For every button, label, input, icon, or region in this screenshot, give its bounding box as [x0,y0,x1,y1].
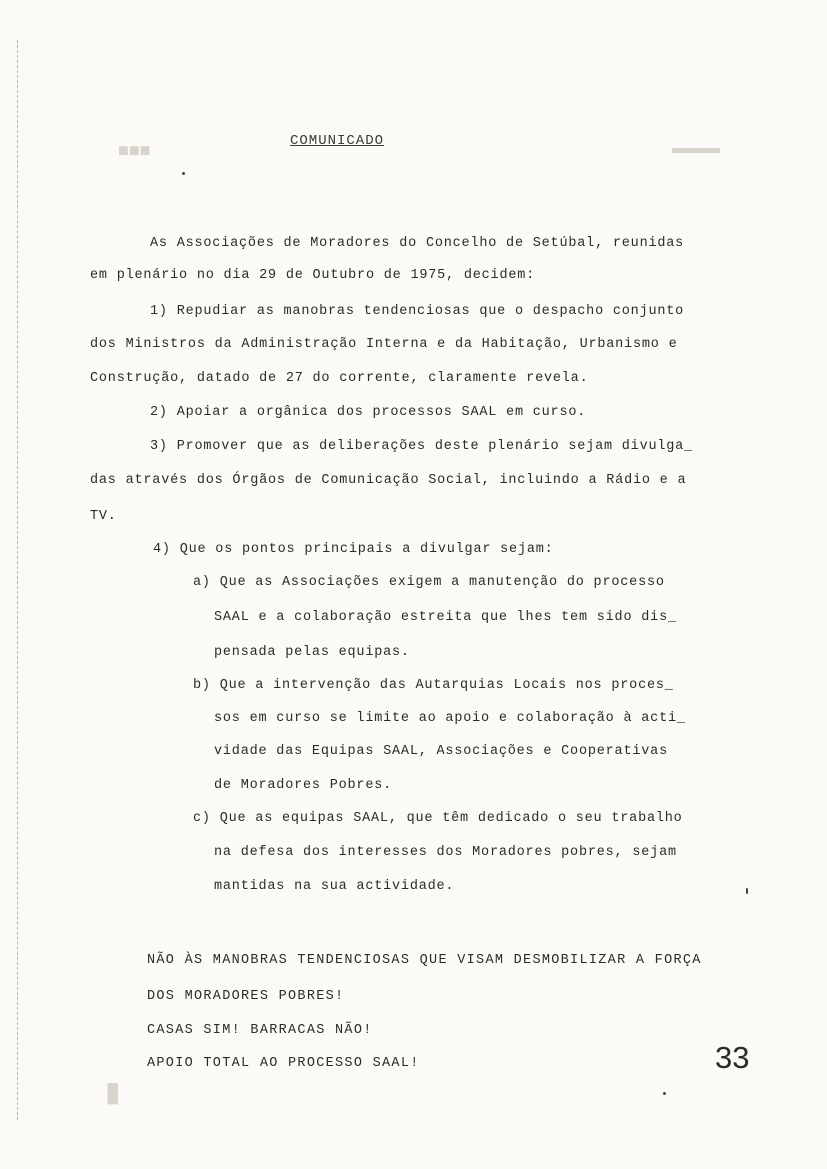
bleed-through-mark: ▬▬▬ [672,140,720,157]
item-3-line: 3) Promover que as deliberações deste plenário sejam divulga_ [150,439,693,454]
item-4a-line: pensada pelas equipas. [214,645,410,660]
left-margin-dashed-line [17,40,18,1120]
document-title: COMUNICADO [290,133,385,149]
page-number: 33 [715,1040,750,1075]
item-4b-line: b) Que a intervenção das Autarquias Locais nos proces_ [193,678,674,693]
item-2-line: 2) Apoiar a orgânica dos processos SAAL em curso. [150,405,587,420]
item-4c-line: na defesa dos interesses dos Moradores pobres, sejam [214,845,677,860]
ink-speck [663,1092,666,1095]
ink-speck [182,172,185,175]
item-1-line: dos Ministros da Administração Interna e da Habitação, Urbanismo e [90,337,678,352]
item-1-line: 1) Repudiar as manobras tendenciosas que o despacho conjunto [150,304,685,319]
item-4b-line: sos em curso se limite ao apoio e colaboração à acti_ [214,711,686,726]
item-3-line: das através dos Órgãos de Comunicação Social, incluindo a Rádio e a [90,473,687,488]
slogan-line: APOIO TOTAL AO PROCESSO SAAL! [147,1056,420,1071]
bleed-through-mark: ▮ [105,1076,121,1107]
item-4-line: 4) Que os pontos principais a divulgar sejam: [153,542,554,557]
item-4a-line: SAAL e a colaboração estreita que lhes tem sido dis_ [214,610,677,625]
slogan-line: DOS MORADORES POBRES! [147,989,345,1004]
item-1-line: Construção, datado de 27 do corrente, claramente revela. [90,371,589,386]
item-3-line: TV. [90,509,117,524]
item-4b-line: vidade das Equipas SAAL, Associações e Cooperativas [214,744,668,759]
ink-speck [746,888,748,894]
item-4c-line: mantidas na sua actividade. [214,879,455,894]
item-4c-line: c) Que as equipas SAAL, que têm dedicado o seu trabalho [193,811,683,826]
slogan-line: NÃO ÀS MANOBRAS TENDENCIOSAS QUE VISAM DESMOBILIZAR A FORÇA [147,953,702,968]
item-4a-line: a) Que as Associações exigem a manutenção do processo [193,575,665,590]
intro-line: As Associações de Moradores do Concelho de Setúbal, reunidas [150,236,685,251]
intro-line: em plenário no dia 29 de Outubro de 1975, decidem: [90,268,536,283]
slogan-line: CASAS SIM! BARRACAS NÃO! [147,1023,373,1038]
item-4b-line: de Moradores Pobres. [214,778,393,793]
bleed-through-mark: ■■■ [118,140,151,160]
